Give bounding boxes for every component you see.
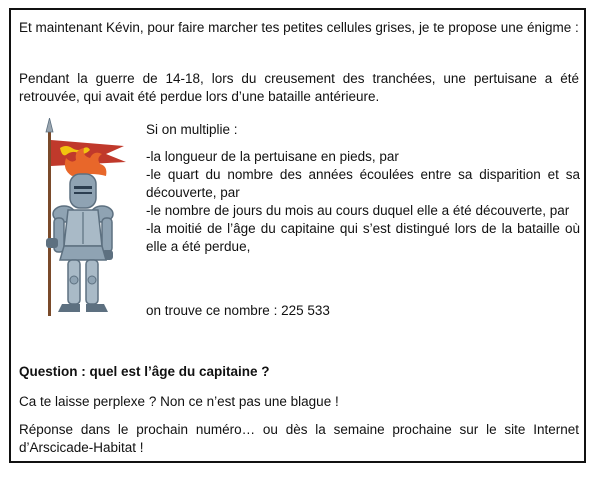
context-paragraph: Pendant la guerre de 14-18, lors du creusement des tranchées, une pertuisane a été retrouvée, qui avait été perdue lors d’une bataille antérieure.: [19, 71, 579, 104]
result-line: on trouve ce nombre : 225 533: [146, 303, 330, 318]
answer-note: Réponse dans le prochain numéro… ou dès la semaine prochaine sur le site Internet d’Arscicade-Habitat !: [19, 422, 579, 455]
multiply-intro: Si on multiplie :: [146, 122, 238, 137]
intro-paragraph: Et maintenant Kévin, pour faire marcher tes petites cellules grises, je te propose une énigme :: [19, 20, 579, 35]
factor-list: [146, 148, 580, 256]
factor-item: -le nombre de jours du mois au cours duquel elle a été découverte, par: [146, 203, 570, 218]
factor-item: -la longueur de la pertuisane en pieds, par: [146, 149, 399, 164]
question-heading: Question : quel est l’âge du capitaine ?: [19, 364, 270, 379]
reassurance-text: Ca te laisse perplexe ? Non ce n’est pas une blague !: [19, 394, 339, 409]
factor-item: -le quart du nombre des années écoulées entre sa disparition et sa découverte, par: [146, 167, 580, 200]
knight-with-banner-icon: [34, 118, 130, 318]
factor-item: -la moitié de l’âge du capitaine qui s’est distingué lors de la bataille où elle a été perdue,: [146, 221, 580, 254]
